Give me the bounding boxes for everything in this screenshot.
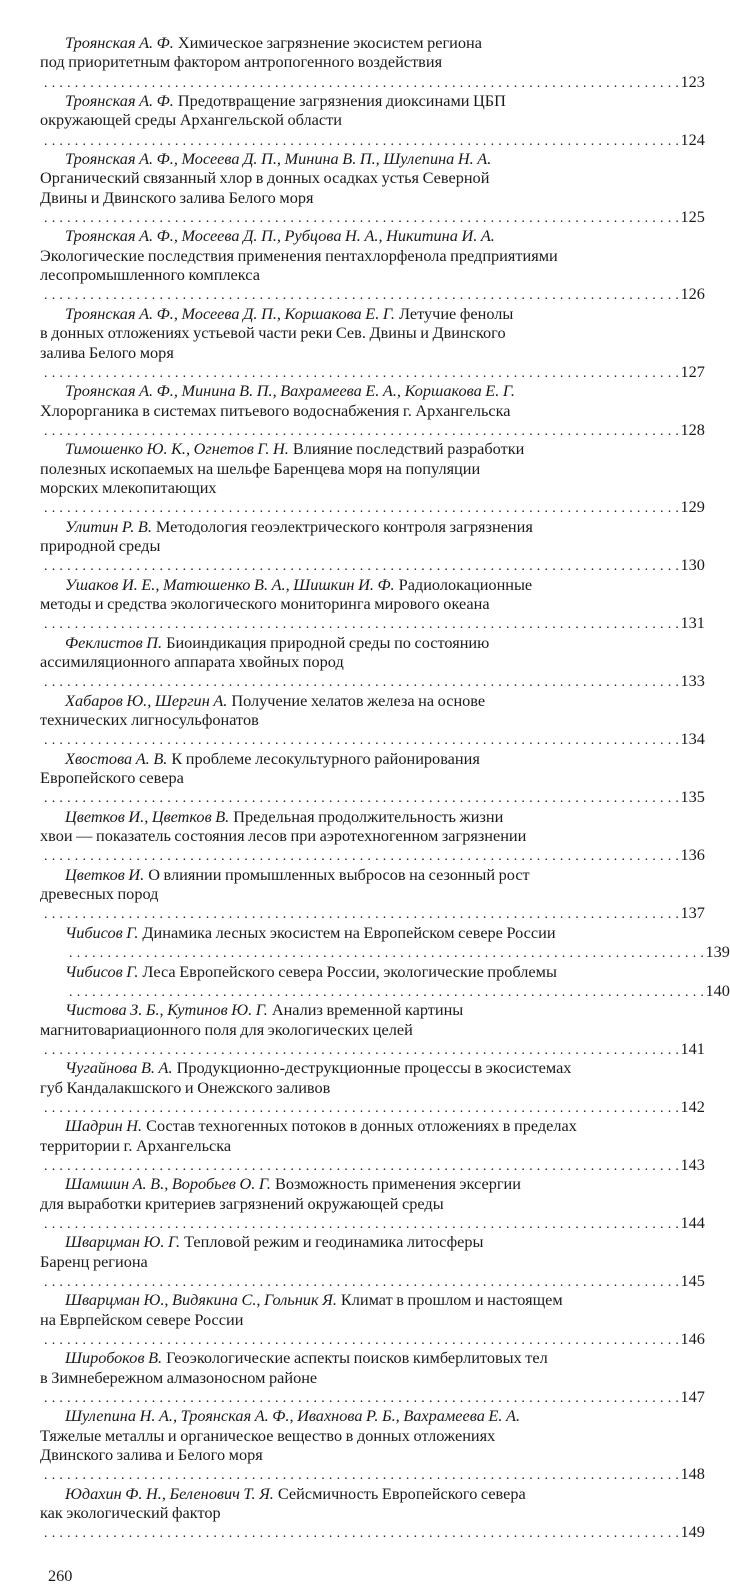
entry-title: О влиянии промышленных выбросов на сезонный рост (148, 864, 530, 884)
entry-authors: Юдахин Ф. Н., Беленович Т. Я. (65, 1483, 274, 1503)
entry-page-number: 126 (680, 284, 705, 304)
entry-title: Предельная продолжительность жизни (233, 806, 504, 826)
toc-entry (40, 1116, 705, 1174)
entry-title: Европейского севера (40, 768, 184, 788)
dot-leader (44, 1097, 680, 1116)
entry-authors: Тимошенко Ю. К., Огнетов Г. Н. (65, 439, 289, 459)
toc-line (40, 1484, 672, 1503)
toc-line (40, 246, 672, 265)
dot-leader (44, 207, 680, 226)
entry-title: К проблеме лесокультурного районирования (171, 748, 480, 768)
toc-line (40, 1251, 705, 1291)
toc-line (40, 961, 730, 1001)
toc-entry (40, 1348, 705, 1407)
entry-authors: Хвостова А. В. (65, 748, 168, 768)
entry-page-number: 125 (680, 207, 705, 227)
toc-entry (40, 381, 705, 439)
toc-line (40, 1058, 672, 1077)
toc-line (40, 749, 672, 768)
entry-authors: Хабаров Ю., Шергин А. (65, 690, 228, 710)
toc-line (40, 1193, 705, 1233)
toc-line (40, 459, 672, 478)
toc-line (40, 304, 672, 323)
entry-tail (40, 1522, 705, 1541)
entry-title: территории г. Архангельска (40, 1135, 232, 1155)
entry-tail (40, 1271, 705, 1290)
toc-line (40, 922, 730, 962)
entry-title: Экологические последствия применения пентахлорфенола предприятиями (40, 245, 558, 265)
entry-tail (40, 1039, 705, 1058)
entry-page-number: 128 (680, 419, 705, 439)
toc-line (40, 1116, 672, 1135)
entry-page-number: 137 (680, 903, 705, 923)
toc-entry (40, 91, 705, 149)
toc-line (40, 535, 705, 575)
entry-page-number: 146 (680, 1329, 705, 1349)
toc-entry (40, 226, 705, 304)
entry-title: лесопромышленного комплекса (40, 265, 260, 285)
entry-tail (40, 1213, 705, 1232)
entry-title: Тепловой режим и геодинамика литосферы (184, 1232, 484, 1252)
entry-page-number: 145 (680, 1271, 705, 1290)
entry-title: Летучие фенолы (398, 303, 514, 323)
entry-tail (40, 420, 705, 439)
dot-leader (44, 1329, 680, 1348)
dot-leader (44, 1271, 680, 1290)
entry-page-number: 147 (680, 1387, 705, 1407)
entry-title: в донных отложениях устьевой части реки Сев. Двины и Двинского (40, 323, 506, 343)
entry-page-number: 144 (680, 1212, 705, 1232)
entry-title: хвои — показатель состояния лесов при аэротехногенном загрязнении (40, 826, 527, 846)
entry-title: Химическое загрязнение экосистем региона (177, 33, 482, 52)
entry-page-number: 131 (680, 613, 705, 633)
entry-title: Методология геоэлектрического контроля загрязнения (155, 516, 533, 536)
entry-title: Баренц региона (40, 1251, 148, 1271)
entry-tail (65, 942, 730, 961)
entry-title: технических лигносульфонатов (40, 710, 259, 730)
entry-page-number: 123 (680, 71, 705, 91)
entry-page-number: 134 (680, 729, 705, 749)
entry-tail (40, 903, 705, 922)
entry-tail (40, 1097, 705, 1116)
toc-line (40, 865, 672, 884)
entry-title: Хлорорганика в системах питьевого водоснабжения г. Архангельска (40, 400, 511, 420)
entry-authors: Троянская А. Ф., Мосеева Д. П., Коршакова Е. Г. (65, 303, 395, 323)
entry-authors: Чистова З. Б., Кутинов Ю. Г. (65, 1000, 268, 1020)
entry-title: Получение хелатов железа на основе (231, 690, 486, 710)
dot-leader (44, 903, 680, 922)
entry-authors: Шадрин Н. (65, 1116, 143, 1136)
table-of-contents (40, 0, 730, 1542)
entry-title: Двины и Двинского залива Белого моря (40, 187, 314, 207)
toc-line (40, 768, 705, 807)
dot-leader (44, 130, 680, 149)
entry-title: Леса Европейского севера России, экологические проблемы (142, 961, 557, 981)
toc-line (40, 691, 672, 710)
entry-title: Тяжелые металлы и органическое вещество в донных отложениях (40, 1425, 496, 1445)
entry-title: Сейсмичность Европейского севера (277, 1483, 526, 1503)
dot-leader (44, 555, 680, 574)
toc-entry (40, 922, 730, 962)
toc-line (40, 1135, 705, 1175)
entry-page-number: 129 (680, 497, 705, 517)
toc-entry (40, 690, 705, 749)
entry-title: полезных ископаемых на шельфе Баренцева моря на популяции (40, 458, 481, 478)
entry-title: на Еврпейском севере России (40, 1309, 244, 1329)
entry-tail (40, 787, 705, 806)
toc-entry (40, 1058, 705, 1116)
dot-leader (44, 1213, 680, 1232)
toc-entry (40, 516, 705, 575)
dot-leader (44, 284, 680, 303)
toc-line (40, 1348, 672, 1367)
dot-leader (44, 1155, 680, 1174)
entry-title: ассимиляционного аппарата хвойных пород (40, 652, 344, 671)
toc-line (40, 1290, 672, 1309)
dot-leader (69, 981, 705, 1000)
dot-leader (44, 1522, 680, 1541)
entry-title: Органический связанный хлор в донных осадках устья Северной (40, 168, 490, 188)
entry-authors: Троянская А. Ф., Мосеева Д. П., Минина В. П., Шулепина Н. А. (65, 149, 492, 169)
entry-tail (40, 1387, 705, 1406)
toc-entry (40, 439, 705, 517)
toc-line (40, 400, 705, 440)
toc-entry (40, 1483, 705, 1542)
entry-tail (40, 729, 705, 748)
toc-line (40, 1426, 672, 1445)
dot-leader (44, 1464, 680, 1483)
entry-title: Продукционно-деструкционные процессы в экосистемах (176, 1058, 572, 1078)
entry-page-number: 148 (680, 1464, 705, 1484)
toc-line (40, 168, 672, 187)
entry-tail (40, 284, 705, 303)
entry-authors: Шулепина Н. А., Троянская А. Ф., Ивахнова Р. Б., Вахрамеева Е. А. (65, 1406, 521, 1426)
toc-line (40, 226, 672, 245)
entry-title: магнитовариационного поля для экологических целей (40, 1019, 413, 1039)
toc-entry (40, 149, 705, 227)
dot-leader (44, 72, 680, 91)
dot-leader (44, 787, 680, 806)
entry-title: Климат в прошлом и настоящем (340, 1290, 563, 1310)
entry-page-number: 130 (680, 555, 705, 575)
entry-page-number: 133 (680, 671, 705, 691)
toc-line (40, 323, 672, 342)
entry-page-number: 142 (680, 1096, 705, 1116)
toc-entry (40, 303, 705, 381)
entry-tail (40, 207, 705, 226)
toc-entry (40, 961, 730, 1001)
toc-line (40, 633, 672, 652)
toc-line (40, 1445, 705, 1484)
toc-entry (40, 574, 705, 633)
toc-entry (40, 864, 705, 923)
entry-tail (40, 1464, 705, 1483)
entry-title: Влияние последствий разработки (292, 439, 525, 459)
entry-title: Предотвращение загрязнения диоксинами ЦБП (177, 91, 506, 111)
toc-line (40, 149, 672, 168)
toc-entry (40, 806, 705, 865)
toc-line (40, 1309, 705, 1349)
toc-line (40, 342, 705, 382)
entry-authors: Шварцман Ю., Видякина С., Гольник Я. (65, 1290, 337, 1310)
entry-tail (40, 671, 705, 690)
toc-entry (40, 1000, 705, 1058)
toc-line (40, 1503, 705, 1542)
toc-line (40, 652, 705, 691)
entry-tail (40, 130, 705, 149)
toc-line (40, 265, 705, 304)
page-number: 260 (48, 1565, 73, 1585)
toc-line (40, 1406, 672, 1425)
entry-title: методы и средства экологического мониторинга мирового океана (40, 593, 490, 613)
toc-line (40, 1019, 705, 1059)
entry-title: для выработки критериев загрязнений окружающей среды (40, 1193, 444, 1213)
toc-line (40, 884, 705, 923)
entry-title: Возможность применения эксергии (274, 1174, 521, 1194)
entry-authors: Улитин Р. В. (65, 516, 152, 536)
toc-line (40, 33, 672, 52)
toc-line (40, 710, 705, 749)
entry-title: Радиолокационные (398, 574, 533, 594)
toc-line (40, 1077, 705, 1117)
dot-leader (44, 420, 680, 439)
entry-title: в Зимнебережном алмазоносном районе (40, 1367, 318, 1387)
entry-authors: Троянская А. Ф., Мосеева Д. П., Рубцова Н. А., Никитина И. А. (65, 226, 495, 246)
toc-line (40, 110, 705, 149)
entry-authors: Цветков И., Цветков В. (65, 806, 230, 826)
toc-line (40, 1174, 672, 1193)
toc-line (40, 477, 705, 517)
entry-title: под приоритетным фактором антропогенного воздействия (40, 52, 443, 72)
dot-leader (44, 497, 680, 516)
toc-line (40, 517, 672, 536)
entry-tail (40, 72, 705, 91)
entry-page-number: 149 (680, 1522, 705, 1542)
entry-authors: Троянская А. Ф. (65, 33, 174, 52)
toc-line (40, 439, 672, 458)
entry-tail (40, 1155, 705, 1174)
entry-title: древесных пород (40, 884, 159, 904)
entry-tail (40, 1329, 705, 1348)
entry-authors: Троянская А. Ф. (65, 91, 174, 111)
entry-page-number: 136 (680, 845, 705, 865)
dot-leader (44, 729, 680, 748)
entry-authors: Ушаков И. Е., Матюшенко В. А., Шишкин И. Ф. (65, 574, 395, 594)
entry-title: Двинского залива и Белого моря (40, 1445, 263, 1465)
toc-entry (40, 1174, 705, 1232)
entry-title: Состав техногенных потоков в донных отложениях в пределах (146, 1116, 577, 1136)
dot-leader (44, 1387, 680, 1406)
entry-page-number: 135 (680, 787, 705, 807)
toc-line (40, 1232, 672, 1251)
dot-leader (44, 362, 680, 381)
entry-title: окружающей среды Архангельской области (40, 110, 342, 130)
entry-authors: Чибисов Г. (65, 922, 139, 942)
toc-entry (40, 632, 705, 691)
entry-title: залива Белого моря (40, 342, 174, 362)
entry-title: природной среды (40, 535, 161, 555)
entry-page-number: 127 (680, 361, 705, 381)
dot-leader (44, 845, 680, 864)
dot-leader (44, 1039, 680, 1058)
entry-tail (40, 555, 705, 574)
entry-authors: Троянская А. Ф., Минина В. П., Вахрамеева Е. А., Коршакова Е. Г. (65, 381, 515, 401)
toc-entry (40, 1406, 705, 1484)
toc-line (40, 1367, 705, 1407)
entry-title: Геоэкологические аспекты поисков кимберлитовых тел (166, 1348, 548, 1368)
entry-authors: Чугайнова В. А. (65, 1058, 173, 1078)
entry-title: морских млекопитающих (40, 477, 217, 497)
entry-page-number: 140 (705, 980, 730, 1000)
entry-tail (40, 845, 705, 864)
entry-title: губ Кандалакшского и Онежского заливов (40, 1077, 331, 1097)
toc-line (40, 381, 672, 400)
toc-entry (40, 1290, 705, 1349)
entry-title: Анализ временной картины (271, 1000, 464, 1020)
dot-leader (44, 671, 680, 690)
entry-page-number: 139 (705, 942, 730, 962)
entry-authors: Шварцман Ю. Г. (65, 1232, 181, 1252)
toc-line (40, 52, 705, 91)
entry-tail (40, 497, 705, 516)
entry-authors: Цветков И. (65, 864, 145, 884)
toc-entry (40, 748, 705, 807)
entry-authors: Феклистов П. (65, 632, 163, 652)
entry-title: Динамика лесных экосистем на Европейском севере России (142, 922, 556, 942)
toc-entry (40, 33, 705, 91)
entry-authors: Широбоков В. (65, 1348, 163, 1368)
toc-line (40, 575, 672, 594)
entry-tail (40, 362, 705, 381)
dot-leader (44, 613, 680, 632)
entry-tail (40, 613, 705, 632)
entry-page-number: 143 (680, 1154, 705, 1174)
entry-page-number: 141 (680, 1038, 705, 1058)
entry-title: Биоиндикация природной среды по состоянию (166, 632, 490, 652)
entry-page-number: 124 (680, 129, 705, 149)
toc-line (40, 807, 672, 826)
toc-line (40, 1000, 672, 1019)
toc-line (40, 826, 705, 865)
toc-line (40, 91, 672, 110)
entry-authors: Чибисов Г. (65, 961, 139, 981)
toc-line (40, 593, 705, 633)
toc-line (40, 187, 705, 227)
entry-authors: Шамшин А. В., Воробьев О. Г. (65, 1174, 271, 1194)
toc-entry (40, 1232, 705, 1290)
entry-tail (65, 981, 730, 1000)
dot-leader (69, 942, 705, 961)
entry-title: как экологический фактор (40, 1503, 221, 1523)
